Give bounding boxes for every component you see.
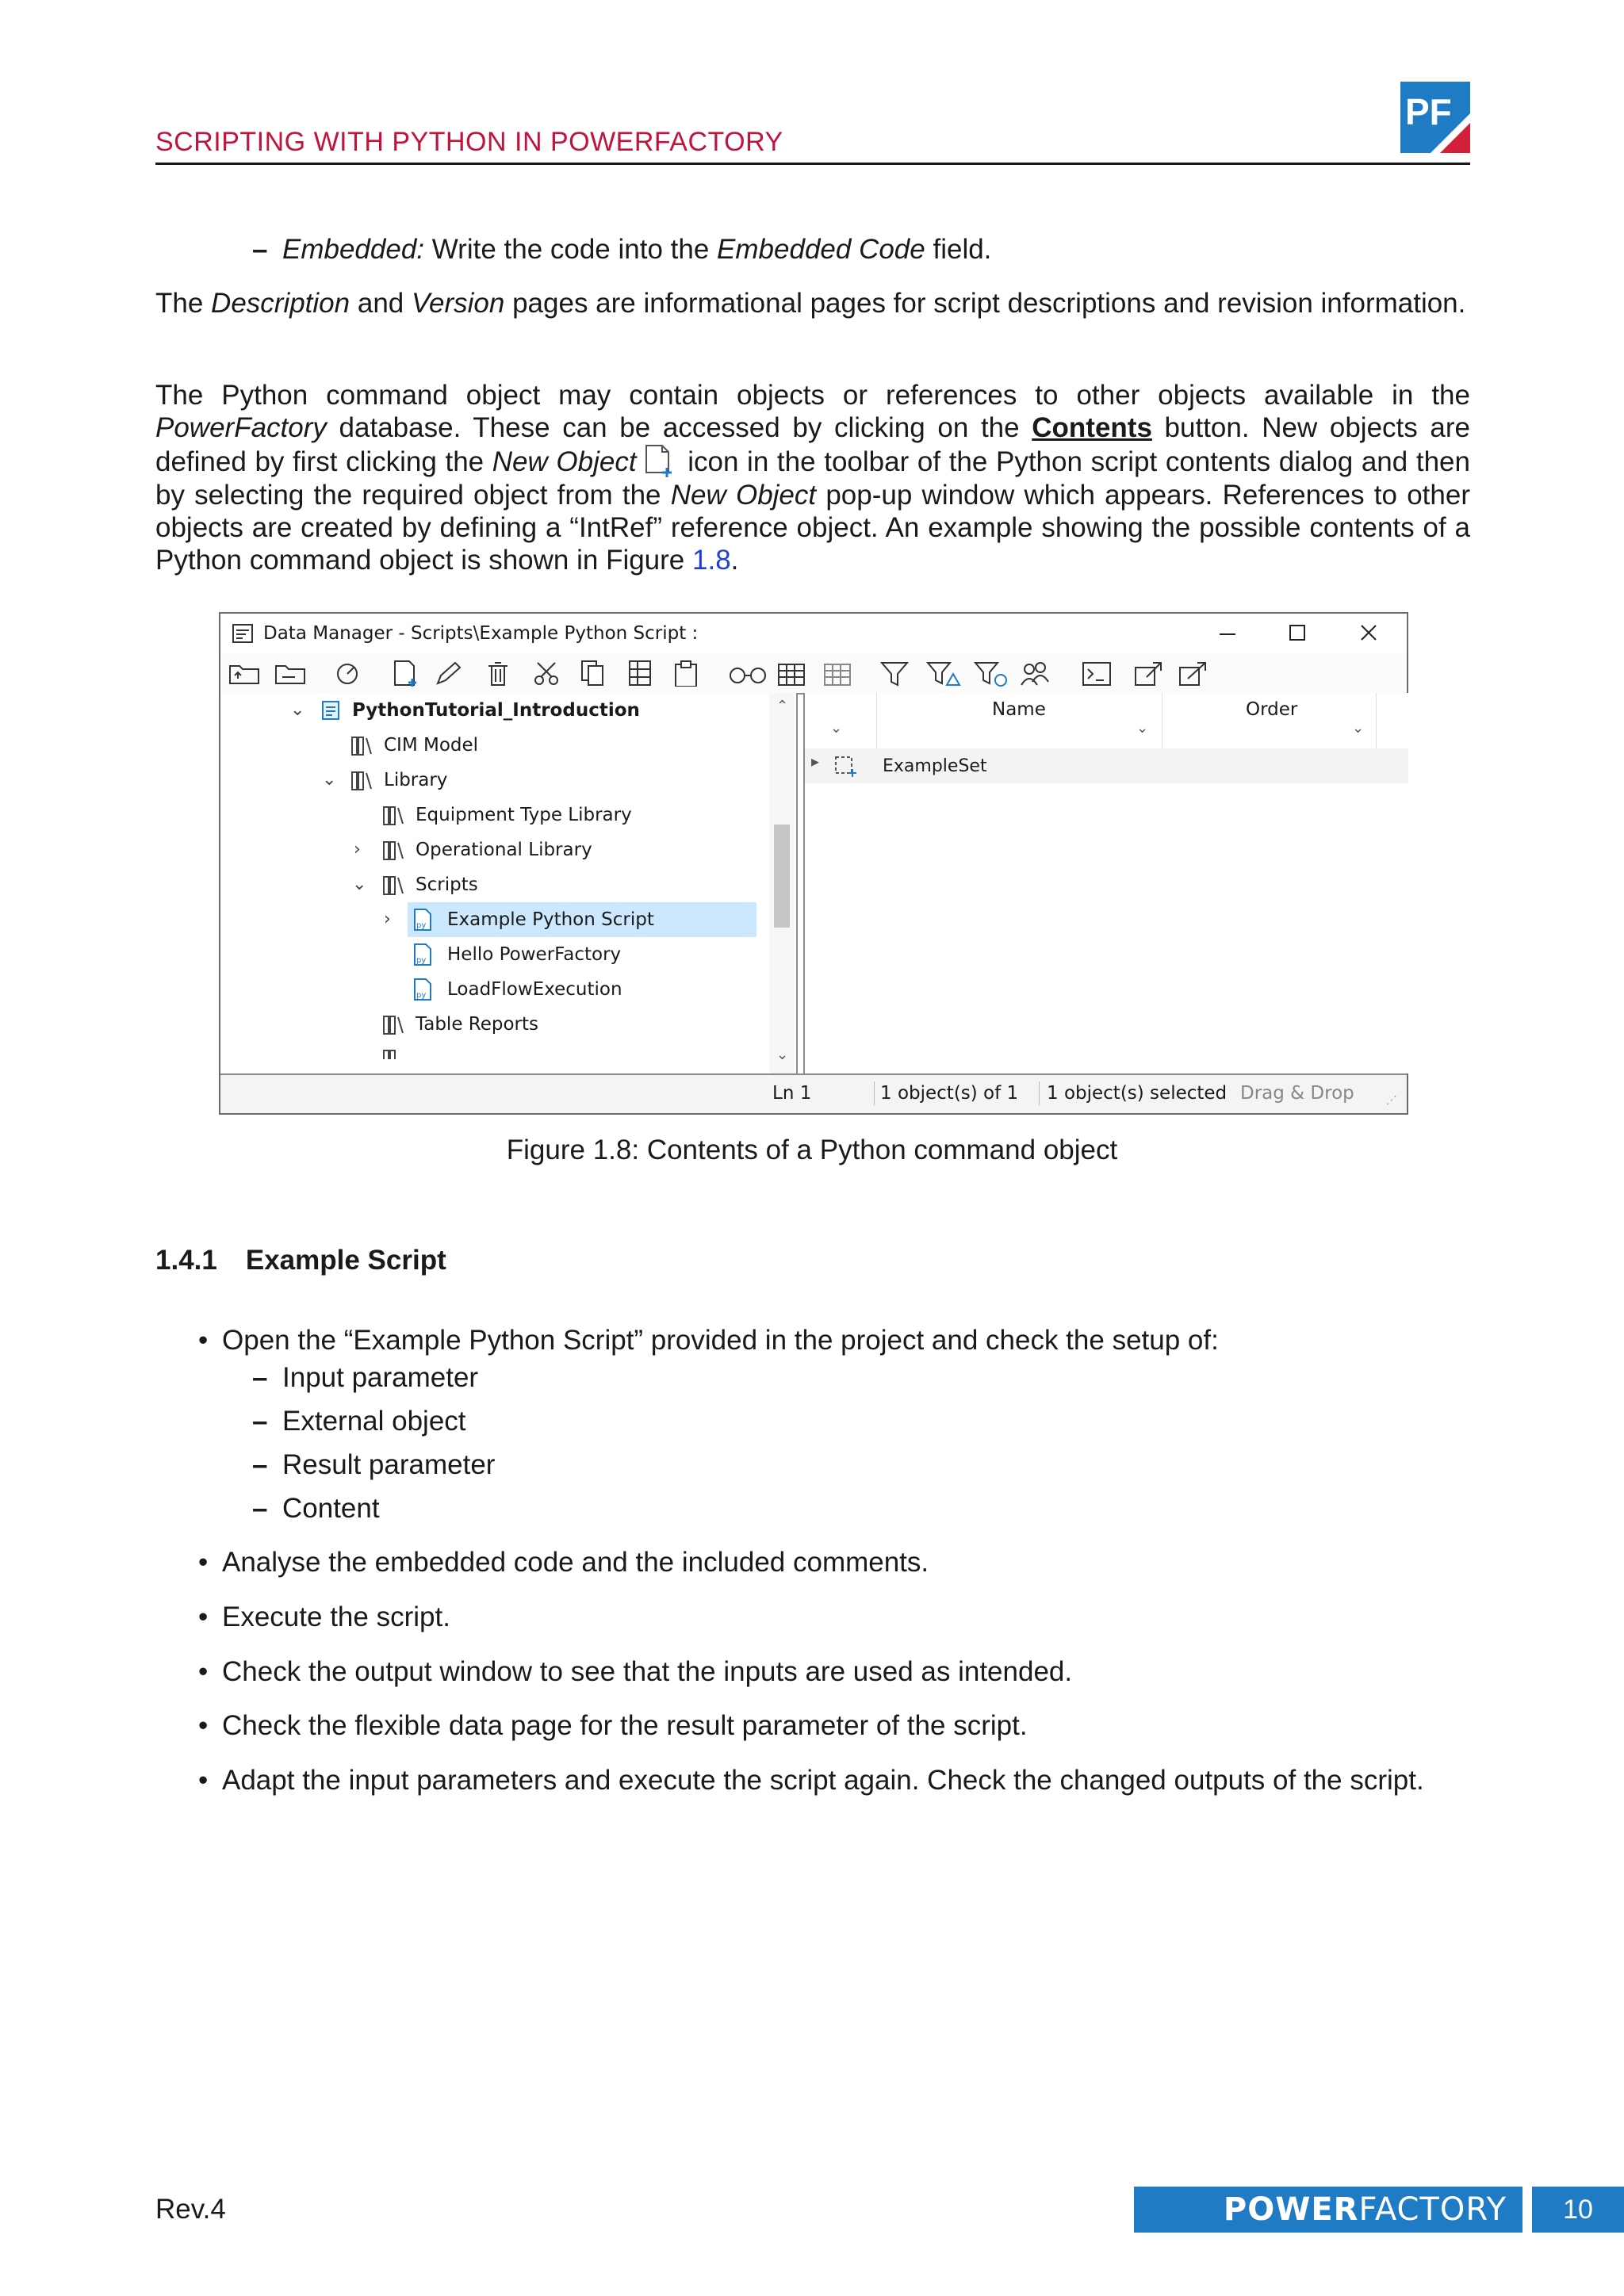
bullet-marker: • xyxy=(198,1601,209,1632)
folder-up-icon[interactable] xyxy=(227,660,263,687)
tree-item-scripts[interactable] xyxy=(220,867,776,902)
chevron-down-icon[interactable]: ⌄ xyxy=(290,700,305,720)
tree-item-hello-powerfactory[interactable] xyxy=(220,937,776,972)
scroll-up-icon[interactable]: ⌃ xyxy=(776,698,789,714)
status-object-count: 1 object(s) of 1 xyxy=(880,1083,1019,1104)
row-name: ExampleSet xyxy=(883,756,987,776)
tree-item-library[interactable] xyxy=(220,763,776,798)
filter-icon[interactable] xyxy=(879,660,915,687)
data-manager-window xyxy=(219,612,1408,1115)
figure-caption: Figure 1.8: Contents of a Python command object xyxy=(506,1135,1118,1165)
list-item xyxy=(198,1655,1072,1688)
text: pages are informational pages for script descriptions and revision information. xyxy=(504,288,1466,319)
bullet-text: Analyse the embedded code and the included comments. xyxy=(222,1547,929,1578)
library-icon xyxy=(350,770,374,792)
tree-item-loadflowexecution[interactable] xyxy=(220,972,776,1007)
brand-light: FACTORY xyxy=(1358,2191,1507,2228)
table-view-icon[interactable] xyxy=(776,660,812,687)
sub-list-item xyxy=(252,1492,380,1525)
list-item xyxy=(198,1764,1424,1797)
text: pop-up window which appears. References to other objects are created by defining a “IntRef” reference object. An example showing the possible contents of a Python command object is shown in Figure xyxy=(155,480,1470,576)
chevron-down-icon[interactable]: ⌄ xyxy=(322,770,337,790)
tree-label: Example Python Script xyxy=(447,909,654,930)
glasses-icon[interactable] xyxy=(728,660,771,687)
chevron-right-icon[interactable]: › xyxy=(354,840,361,859)
bullet-marker: • xyxy=(198,1325,209,1356)
status-divider xyxy=(1039,1081,1040,1105)
paste-icon[interactable] xyxy=(671,660,707,687)
status-bar xyxy=(220,1073,1407,1113)
sub-list-item xyxy=(252,1448,495,1481)
refresh-icon[interactable] xyxy=(331,660,368,687)
embedded-bullet xyxy=(252,233,991,266)
dash-marker: – xyxy=(252,1449,268,1480)
chevron-down-icon[interactable]: ⌄ xyxy=(1136,720,1149,737)
page-number: 10 xyxy=(1532,2187,1624,2233)
section-title: Example Script xyxy=(245,1245,446,1276)
column-header-name[interactable]: Name xyxy=(992,699,1046,720)
table-edit-icon[interactable] xyxy=(822,660,858,687)
bullet-marker: • xyxy=(198,1656,209,1687)
text: database. These can be accessed by clicking on the xyxy=(326,412,1032,443)
tree-label: Table Reports xyxy=(416,1014,539,1035)
row-expand-icon[interactable]: ▸ xyxy=(811,752,820,771)
library-icon xyxy=(382,874,406,897)
copy-data-icon[interactable] xyxy=(625,660,661,687)
tree-item-cim-model[interactable] xyxy=(220,728,776,763)
minimize-icon[interactable] xyxy=(1218,625,1237,644)
svg-text:py: py xyxy=(416,956,427,965)
bullet-marker: • xyxy=(198,1547,209,1578)
filter-warning-icon[interactable] xyxy=(926,660,963,687)
running-header: SCRIPTING WITH PYTHON IN POWERFACTORY xyxy=(155,127,783,157)
cut-icon[interactable] xyxy=(531,660,568,687)
dash-marker: – xyxy=(252,1362,268,1393)
sub-list-item xyxy=(252,1361,478,1394)
sub-bullet-text: Input parameter xyxy=(282,1362,479,1393)
list-item xyxy=(198,1546,929,1578)
delete-icon[interactable] xyxy=(482,660,519,687)
tree-label: LoadFlowExecution xyxy=(447,979,622,1000)
bullet-text: Check the flexible data page for the result parameter of the script. xyxy=(222,1710,1028,1741)
dash-marker: – xyxy=(252,1493,268,1524)
tree-item-equipment-type-library[interactable] xyxy=(220,798,776,832)
filter-time-icon[interactable] xyxy=(974,660,1010,687)
chevron-down-icon[interactable]: ⌄ xyxy=(830,720,843,737)
figure-link[interactable]: 1.8 xyxy=(692,545,731,576)
contents-button-ref: Contents xyxy=(1032,412,1152,443)
sub-bullet-text: External object xyxy=(282,1406,466,1437)
tree-label: PythonTutorial_Introduction xyxy=(352,700,640,721)
project-icon xyxy=(320,699,341,721)
library-icon xyxy=(382,1014,406,1036)
revision-label: Rev.4 xyxy=(155,2194,226,2225)
chevron-down-icon[interactable]: ⌄ xyxy=(352,874,367,894)
tree-label: Scripts xyxy=(416,874,478,895)
status-selected-count: 1 object(s) selected xyxy=(1047,1083,1228,1104)
bullet-text: Open the “Example Python Script” provided in the project and check the setup of: xyxy=(222,1325,1219,1356)
bullet-marker: • xyxy=(198,1710,209,1741)
column-divider xyxy=(1376,693,1377,748)
resize-grip-icon[interactable]: ⋰ xyxy=(1386,1094,1397,1107)
tree-item-operational-library[interactable] xyxy=(220,832,776,867)
new-object-icon xyxy=(643,444,673,479)
status-drag-drop: Drag & Drop xyxy=(1240,1083,1354,1104)
new-object-icon[interactable] xyxy=(389,660,425,687)
list-item xyxy=(198,1601,450,1633)
column-divider xyxy=(876,693,877,748)
set-object-icon xyxy=(833,755,857,779)
tree-item-example-python-script[interactable] xyxy=(384,902,756,937)
list-item xyxy=(198,1324,1219,1357)
column-header-order[interactable]: Order xyxy=(1246,699,1298,720)
embedded-label: Embedded: xyxy=(282,234,425,265)
terminal-icon[interactable] xyxy=(1080,660,1116,687)
description-em: Description xyxy=(211,288,350,319)
status-divider xyxy=(874,1081,875,1105)
text: field. xyxy=(925,234,992,265)
tree-scrollbar[interactable] xyxy=(769,693,795,1073)
powerfactory-em: PowerFactory xyxy=(155,412,327,443)
table-row[interactable] xyxy=(805,748,1408,783)
new-object-em: New Object xyxy=(492,446,637,477)
text: and xyxy=(350,288,412,319)
tree-item-table-reports[interactable] xyxy=(220,1007,776,1042)
brand-bold: POWER xyxy=(1223,2191,1359,2228)
library-icon xyxy=(382,805,406,827)
text: The xyxy=(155,288,212,319)
powerfactory-logo-icon xyxy=(1400,82,1470,153)
users-icon[interactable] xyxy=(1018,660,1055,687)
maximize-icon[interactable] xyxy=(1288,623,1307,642)
data-manager-icon xyxy=(232,623,254,644)
dash-marker: – xyxy=(252,1406,268,1437)
paragraph-description xyxy=(155,287,1470,320)
scroll-down-icon[interactable]: ⌄ xyxy=(776,1047,789,1063)
section-heading xyxy=(155,1245,446,1276)
chevron-right-icon[interactable]: › xyxy=(384,909,391,929)
tree-label: Library xyxy=(384,770,448,790)
bullet-marker: • xyxy=(198,1765,209,1796)
copy-icon[interactable] xyxy=(577,660,614,687)
section-number: 1.4.1 xyxy=(155,1245,217,1276)
python-script-icon xyxy=(412,978,433,1001)
chevron-down-icon[interactable]: ⌄ xyxy=(1352,720,1365,737)
text: . xyxy=(730,545,739,576)
close-icon[interactable] xyxy=(1359,623,1378,642)
list-header xyxy=(805,693,1408,749)
paragraph-contents xyxy=(155,379,1470,576)
library-icon xyxy=(382,840,406,862)
library-icon xyxy=(350,735,374,757)
new-object-em: New Object xyxy=(670,480,817,511)
window-titlebar xyxy=(220,614,1407,653)
python-script-icon xyxy=(412,908,433,932)
list-item xyxy=(198,1709,1028,1742)
scrollbar-thumb[interactable] xyxy=(774,825,790,928)
export-icon[interactable] xyxy=(1132,660,1169,687)
brand-banner xyxy=(1134,2187,1522,2233)
bullet-text: Adapt the input parameters and execute the script again. Check the changed outputs of the script. xyxy=(222,1765,1424,1796)
status-line: Ln 1 xyxy=(772,1083,812,1104)
folder-open-icon[interactable] xyxy=(273,660,309,687)
svg-text:py: py xyxy=(416,921,427,930)
bullet-text: Check the output window to see that the inputs are used as intended. xyxy=(222,1656,1073,1687)
embedded-code-em: Embedded Code xyxy=(717,234,925,265)
python-script-icon xyxy=(412,943,433,966)
window-title: Data Manager - Scripts\Example Python Script : xyxy=(263,623,699,644)
header-rule xyxy=(155,163,1470,165)
svg-text:py: py xyxy=(416,991,427,1000)
text: Write the code into the xyxy=(424,234,718,265)
tree-label: CIM Model xyxy=(384,735,479,756)
edit-icon[interactable] xyxy=(433,660,469,687)
text: The Python command object may contain objects or references to other objects available in the xyxy=(155,380,1470,411)
object-list xyxy=(803,693,1408,1073)
export-all-icon[interactable] xyxy=(1177,660,1213,687)
version-em: Version xyxy=(411,288,505,319)
bullet-text: Execute the script. xyxy=(222,1601,450,1632)
toolbar xyxy=(220,653,1407,695)
tree-item-project[interactable] xyxy=(220,693,776,728)
object-tree xyxy=(220,693,798,1073)
tree-label: Equipment Type Library xyxy=(416,805,632,825)
library-icon xyxy=(382,1048,406,1059)
text: icon in the toolbar of the Python script contents dialog and then by selecting the required object from the xyxy=(155,446,1470,511)
tree-label: Operational Library xyxy=(416,840,592,860)
sub-bullet-text: Result parameter xyxy=(282,1449,496,1480)
sub-bullet-text: Content xyxy=(282,1493,380,1524)
tree-label: Hello PowerFactory xyxy=(447,944,622,965)
svg-text:PF: PF xyxy=(1405,91,1452,132)
sub-list-item xyxy=(252,1405,466,1437)
text: button. New objects are defined by first clicking the xyxy=(155,412,1471,477)
dash-marker: – xyxy=(252,234,268,265)
